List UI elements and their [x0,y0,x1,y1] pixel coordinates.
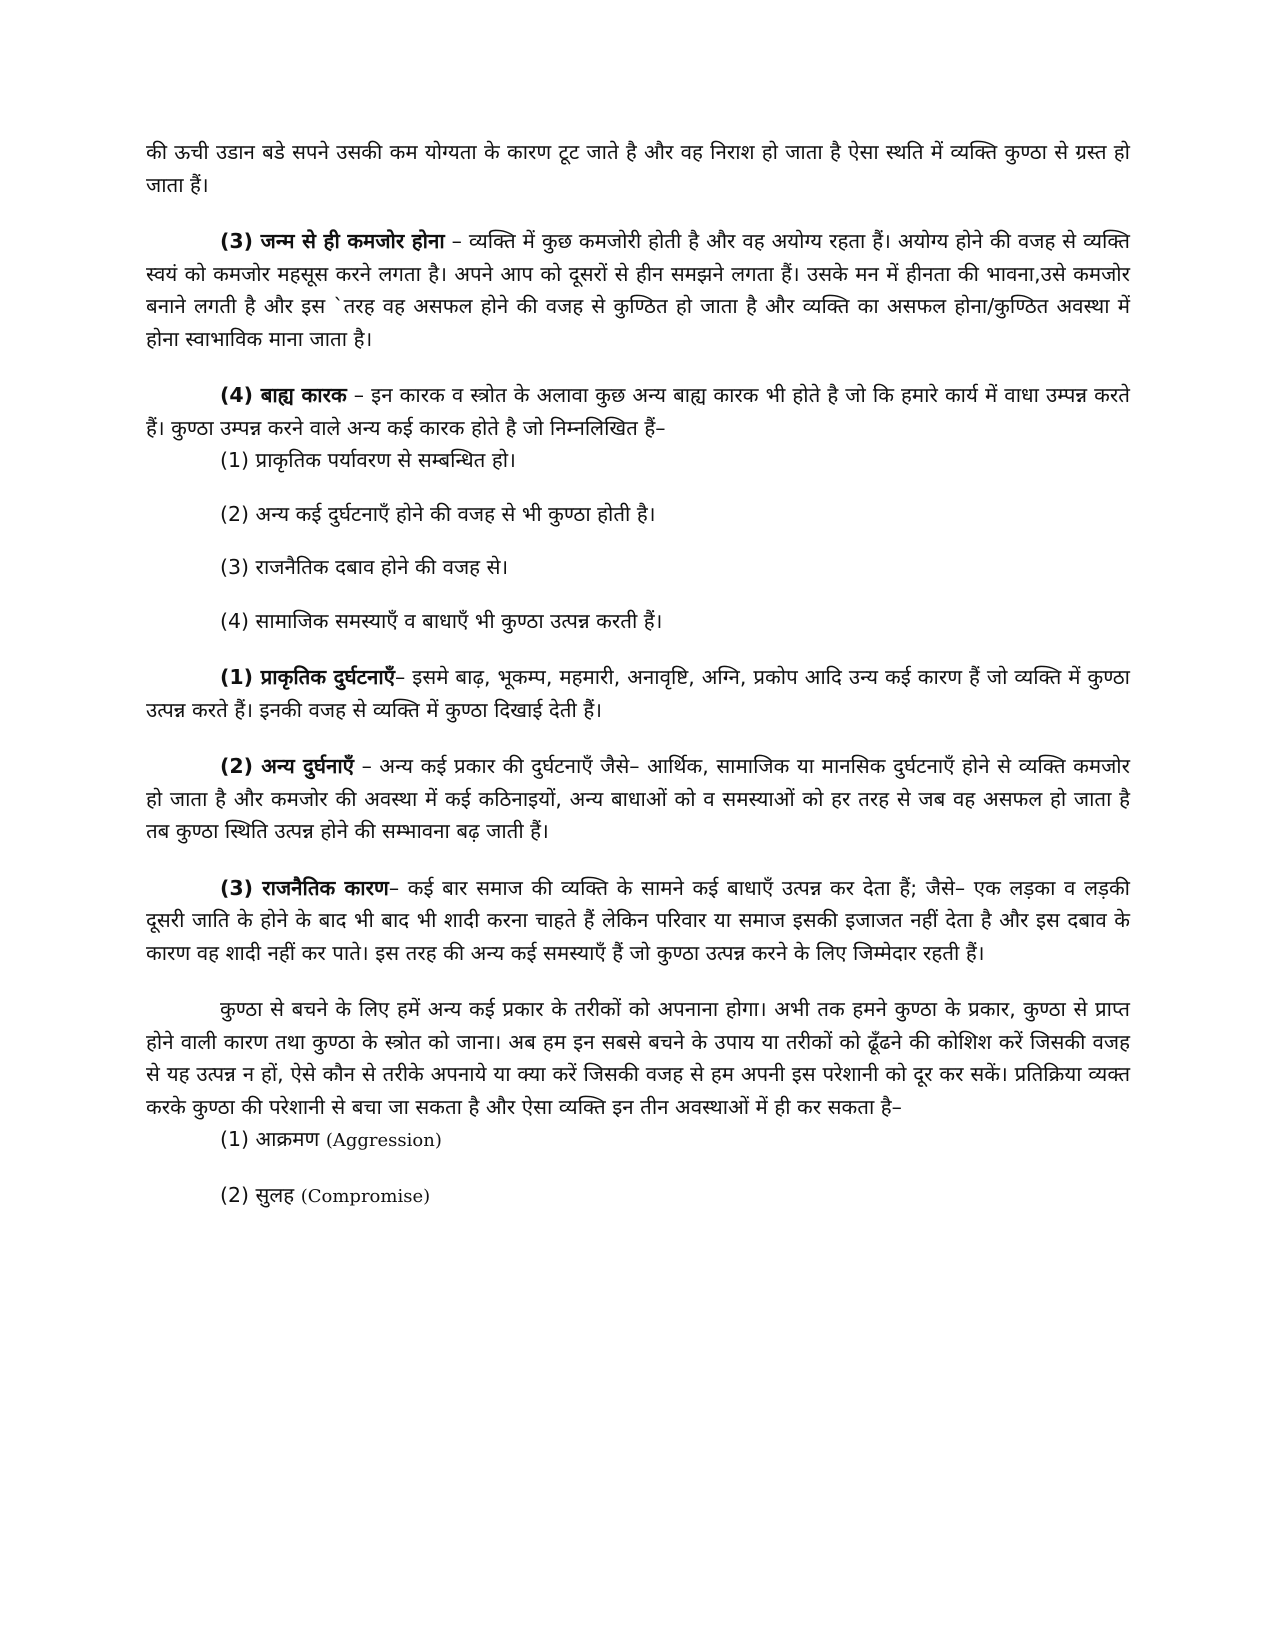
document-page [146,136,1130,1213]
political-reasons-heading: (3) राजनैतिक कारण [220,875,389,900]
list-item: (4) सामाजिक समस्याएँ व बाधाएँ भी कुण्ठा उत्पन्न करती हैं। [220,608,663,633]
section-4-paragraph [146,379,1130,444]
list-item: (1) प्राकृतिक पर्यावरण से सम्बन्धित हो। [220,448,516,472]
other-disasters-heading: (2) अन्य दुर्घनाएँ [220,754,355,778]
natural-disasters-paragraph [146,661,1130,726]
list-item-english: (Compromise) [300,1185,431,1207]
list-item-hindi: (2) सुलह [220,1182,301,1207]
natural-disasters-text: – इसमे बाढ़, भूकम्प, महमारी, अनावृष्टि, अग्नि, प्रकोप आदि उन्य कई कारण हैं जो व्यक्ति में कुण्ठा उत्पन्न करते हैं। इनकी वजह से व्यक्ति में कुण्ठा दिखाई देती हैं। [146,665,1130,722]
other-disasters-text: – अन्य कई प्रकार की दुर्घटनाएँ जैसे– आर्थिक, सामाजिक या मानसिक दुर्घटनाएँ होने से व्यक्ति कमजोर हो जाता है और कमजोर की अवस्था में कई कठिनाइयों, अन्य बाधाओं को व समस्याओं को हर तरह से जब वह असफल हो जाता है तब कुण्ठा स्थिति उत्पन्न होने की सम्भावना बढ़ जाती हैं। [146,754,1130,843]
list-item: (2) अन्य कई दुर्घटनाएँ होने की वजह से भी कुण्ठा होती है। [220,501,656,526]
section-3-paragraph [146,225,1130,355]
other-disasters-paragraph [146,750,1130,848]
natural-disasters-heading: (1) प्राकृतिक दुर्घटनाएँ [220,665,396,689]
list-item [146,1123,1130,1158]
section-3-text: – व्यक्ति में कुछ कमजोरी होती है और वह अयोग्य रहता हैं। अयोग्य होने की वजह से व्यक्ति स्वयं को कमजोर महसूस करने लगता है। अपने आप को दूसरों से हीन समझने लगता हैं। उसके मन में हीनता की भावना,उसे कमजोर बनाने लगती है और इस `तरह वह असफल होने की वजह से कुण्ठित हो जाता है और व्यक्ति का असफल होना/कुण्ठित अवस्था में होना स्वाभाविक माना जाता है। [146,229,1130,351]
list-item [146,1179,1130,1214]
list-item: (3) राजनैतिक दबाव होने की वजह से। [220,555,509,579]
list-item-hindi: (1) आक्रमण [220,1127,326,1151]
list-item-english: (Aggression) [325,1130,442,1151]
section-4-heading: (4) बाह्य कारक [220,383,347,407]
political-reasons-text: – कई बार समाज की व्यक्ति के सामने कई बाधाएँ उत्पन्न कर देता हैं; जैसे– एक लड़का व लड़की दूसरी जाति के होने के बाद भी बाद भी शादी करना चाहते हैं लेकिन परिवार या समाज इसकी इजाजत नहीं देता है और इस दबाव के कारण वह शादी नहीं कर पाते। इस तरह की अन्य कई समस्याएँ हैं जो कुण्ठा उत्पन्न करने के लिए जिम्मेदार रहती हैं। [146,875,1130,965]
political-reasons-paragraph [146,872,1130,970]
final-paragraph: कुण्ठा से बचने के लिए हमें अन्य कई प्रकार के तरीकों को अपनाना होगा। अभी तक हमने कुण्ठा के प्रकार, कुण्ठा से प्राप्त होने वाली कारण तथा कुण्ठा के स्त्रोत को जाना। अब हम इन सबसे बचने के उपाय या तरीकों को ढूँढने की कोशिश करें जिसकी वजह से यह उत्पन्न न हों, ऐसे कौन से तरीके अपनाये या क्या करें जिसकी वजह से हम अपनी इस परेशानी को दूर कर सकें। प्रतिक्रिया व्यक्त करके कुण्ठा की परेशानी से बचा जा सकता है और ऐसा व्यक्ति इन तीन अवस्थाओं में ही कर सकता है– [146,997,1130,1119]
section-3-heading: (3) जन्म से ही कमजोर होना [220,229,445,253]
section-4-text: – इन कारक व स्त्रोत के अलावा कुछ अन्य बाह्य कारक भी होते है जो कि हमारे कार्य में वाधा उम्पन्न करते हैं। कुण्ठा उम्पन्न करने वाले अन्य कई कारक होते है जो निम्नलिखित हैं– [146,383,1130,440]
intro-paragraph: की ऊची उडान बडे सपने उसकी कम योग्यता के कारण टूट जाते है और वह निराश हो जाता है ऐसा स्थति में व्यक्ति कुण्ठा से ग्रस्त हो जाता हैं। [146,140,1130,197]
